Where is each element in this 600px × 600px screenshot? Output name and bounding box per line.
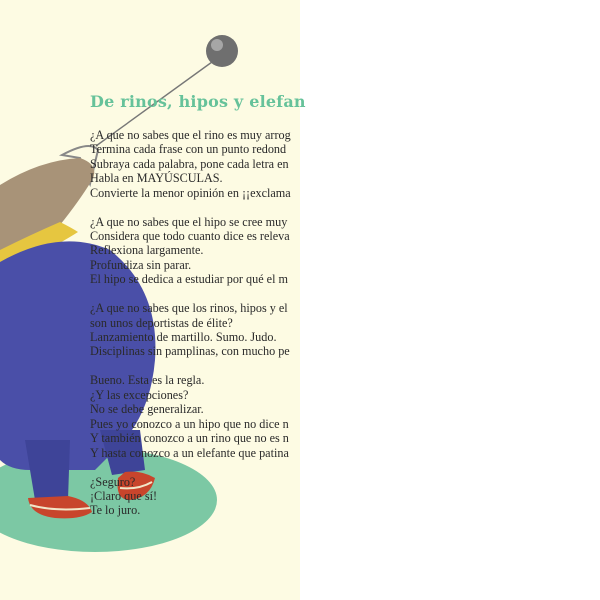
poem-line: Disciplinas sin pamplinas, con mucho pe bbox=[90, 344, 290, 359]
stanza-1 bbox=[90, 128, 490, 200]
poem-line: Convierte la menor opinión en ¡¡exclama bbox=[90, 185, 291, 200]
poem-line: Y hasta conozco a un elefante que patina bbox=[90, 445, 289, 460]
poem-line: ¿Y las excepciones? bbox=[90, 387, 189, 402]
poem-line: Te lo juro. bbox=[90, 503, 141, 518]
poem-line: son unos deportistas de élite? bbox=[90, 315, 233, 330]
hammer-ball bbox=[206, 35, 238, 67]
poem-line: ¿A que no sabes que el hipo se cree muy bbox=[90, 214, 288, 229]
poem-line: ¡Claro que sí! bbox=[90, 488, 158, 503]
poem-title: De rinos, hipos y elefan bbox=[90, 92, 306, 111]
stanza-3 bbox=[90, 301, 490, 359]
poem-line: Y también conozco a un rino que no es n bbox=[90, 431, 289, 446]
stanza-2 bbox=[90, 215, 490, 287]
poem-line: Pues yo conozco a un hipo que no dice n bbox=[90, 416, 289, 431]
poem-line: Profundiza sin parar. bbox=[90, 257, 192, 272]
poem-line: Lanzamiento de martillo. Sumo. Judo. bbox=[90, 330, 277, 345]
poem-line: El hipo se dedica a estudiar por qué el m bbox=[90, 272, 288, 287]
poem-line: Considera que todo cuanto dice es releva bbox=[90, 229, 290, 244]
stanza-4 bbox=[90, 373, 490, 459]
poem-line: ¿A que no sabes que los rinos, hipos y el bbox=[90, 301, 288, 316]
poem-line: Habla en MAYÚSCULAS. bbox=[90, 171, 223, 186]
poem-line: No se debe generalizar. bbox=[90, 402, 204, 417]
poem-line: Subraya cada palabra, pone cada letra en bbox=[90, 156, 289, 171]
poem-body bbox=[90, 128, 490, 532]
stanza-5 bbox=[90, 475, 490, 518]
poem-line: ¿A que no sabes que el rino es muy arrog bbox=[90, 128, 291, 142]
poem-line: Reflexiona largamente. bbox=[90, 243, 204, 258]
poem-line: Bueno. Esta es la regla. bbox=[90, 373, 205, 388]
poem-line: Termina cada frase con un punto redond bbox=[90, 142, 287, 157]
poem-line: ¿Seguro? bbox=[90, 474, 136, 489]
